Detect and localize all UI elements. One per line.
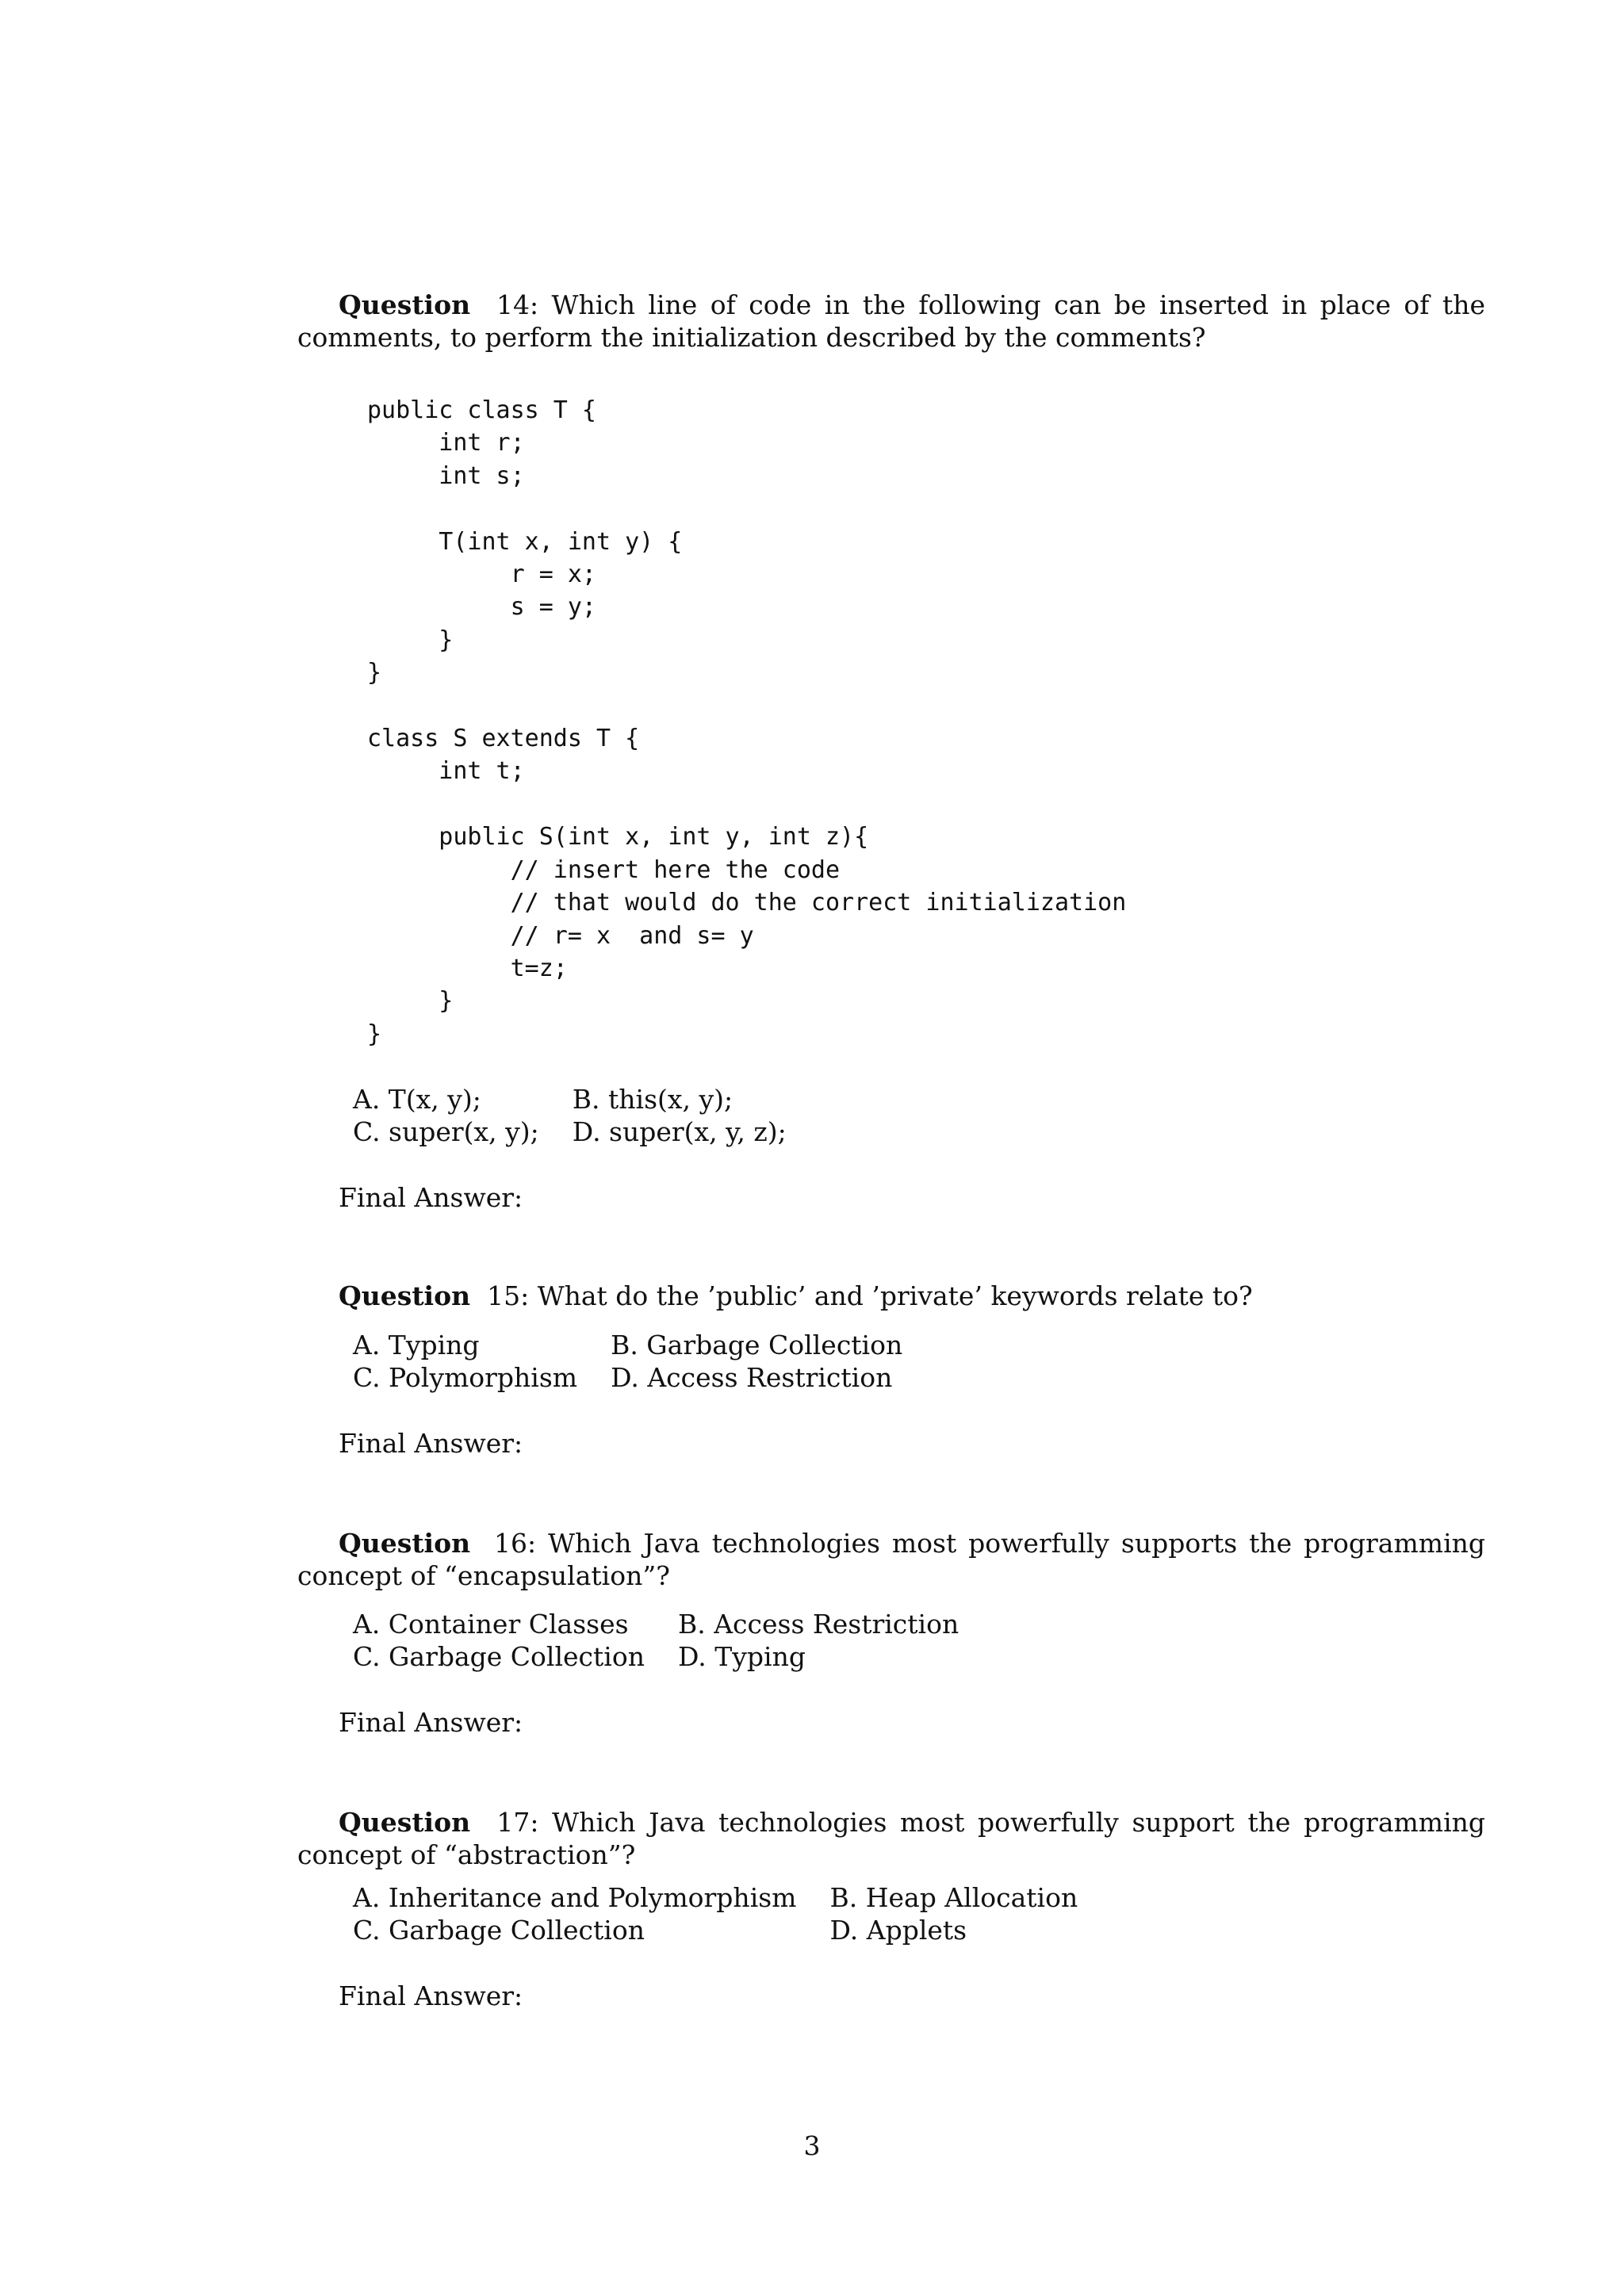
option-d: D. Applets (829, 1915, 967, 1946)
option-b: B. this(x, y); (572, 1084, 733, 1115)
option-c: C. Garbage Collection (353, 1641, 645, 1672)
code-listing: public class T { int r; int s; T(int x, int y) { r = x; s = y; } } class S extends T { int t; public S(int x, int y, int z){ // insert here the code // that would do the correct initialization // r= x and s= y t=z; } } (367, 396, 1127, 1048)
question-15-text (297, 1280, 1485, 1312)
question-17-options (353, 1881, 1078, 1946)
question-body: 14: Which line of code in the following can be inserted in place of the comments, to perform the initialization described by the comments? (297, 289, 1485, 353)
final-answer-label: Final Answer: (339, 1980, 523, 2011)
final-answer-label: Final Answer: (339, 1182, 523, 1213)
option-a: A. Typing (353, 1330, 480, 1360)
question-16-text (297, 1527, 1485, 1592)
option-d: D. Access Restriction (611, 1362, 893, 1393)
option-a: A. Inheritance and Polymorphism (353, 1882, 797, 1913)
option-a: A. Container Classes (353, 1609, 629, 1640)
question-label: Question (339, 289, 471, 320)
question-14-text (297, 289, 1485, 354)
question-label: Question (339, 1528, 471, 1559)
question-body: 17: Which Java technologies most powerfully support the programming concept of “abstraction”? (297, 1807, 1486, 1870)
question-label: Question (339, 1807, 471, 1838)
option-d: D. super(x, y, z); (572, 1116, 787, 1147)
question-15-options (353, 1329, 902, 1394)
option-c: C. super(x, y); (353, 1116, 539, 1147)
option-b: B. Access Restriction (677, 1609, 959, 1640)
page-number: 3 (803, 2130, 821, 2161)
option-b: B. Heap Allocation (829, 1882, 1078, 1913)
final-answer-label: Final Answer: (339, 1707, 523, 1738)
question-label: Question (339, 1280, 471, 1311)
question-body: 16: Which Java technologies most powerfully supports the programming concept of “encapsulation”? (297, 1528, 1485, 1591)
question-16-options (353, 1608, 959, 1673)
option-b: B. Garbage Collection (611, 1330, 903, 1360)
option-c: C. Polymorphism (353, 1362, 578, 1393)
option-d: D. Typing (677, 1641, 806, 1672)
option-c: C. Garbage Collection (353, 1915, 645, 1946)
option-a: A. T(x, y); (353, 1084, 481, 1115)
question-body: 15: What do the ’public’ and ’private’ keywords relate to? (487, 1280, 1253, 1311)
question-17-text (297, 1806, 1485, 1871)
question-14-options (353, 1083, 787, 1148)
final-answer-label: Final Answer: (339, 1428, 523, 1459)
